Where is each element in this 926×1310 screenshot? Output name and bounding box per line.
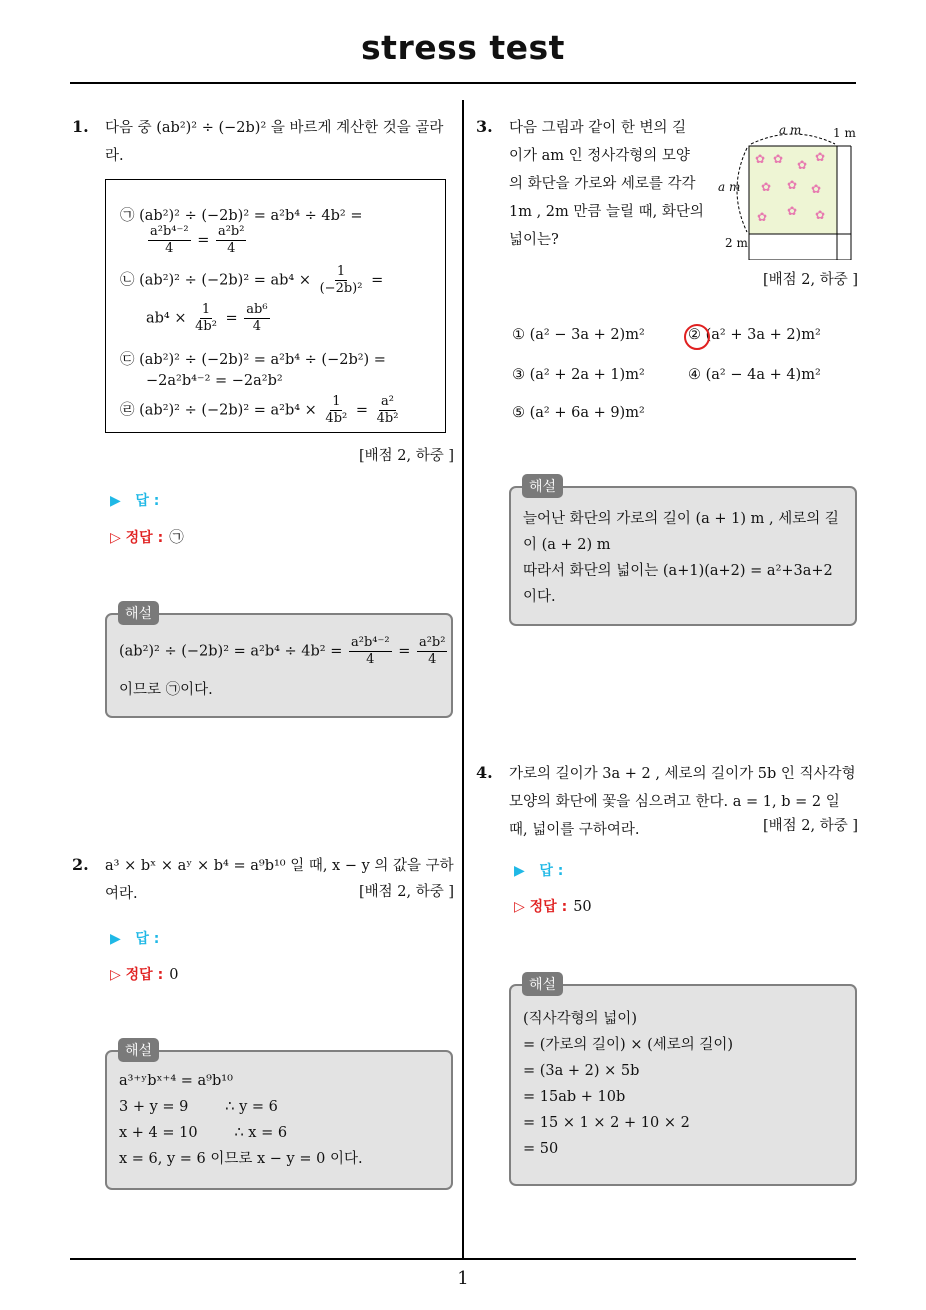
q1-explanation-line1: (ab²)² ÷ (−2b)² = a²b⁴ ÷ 4b² = $\frac{\text{a²b⁴⁻²}}{4}$ = $\frac{\text{a²b²}}{4}$ (119, 635, 446, 667)
q4-text-line: 가로의 길이가 3a + 2 , 세로의 길이가 5b 인 직사각형 (509, 766, 856, 782)
page-title: stress test (361, 28, 565, 67)
header-rule (70, 82, 856, 84)
q1-question (105, 114, 455, 170)
q3-explanation-tag: 해설 (522, 474, 563, 498)
explanation-line: x + 4 = 10 ∴ x = 6 (119, 1125, 288, 1141)
fraction: $\frac{1}{\text{4b²}}$ (195, 302, 217, 334)
q1-text-line: 다음 중 (ab²)² ÷ (−2b)² 을 바르게 계산한 것을 골라 (105, 120, 444, 136)
q1-meta: [배점 2, 하중 ] (358, 448, 454, 464)
explanation-line: 늘어난 화단의 가로의 길이 (a + 1) m , 세로의 길 (523, 511, 839, 527)
q3-meta: [배점 2, 하중 ] (762, 272, 858, 288)
fraction: $\frac{\text{a²b²}}{4}$ (217, 224, 245, 256)
q1-number: 1. (72, 117, 89, 136)
fraction: $\frac{1}{\text{(−2b)²}}$ (319, 264, 363, 296)
explanation-line: (직사각형의 넓이) (523, 1011, 637, 1027)
figure-bottom-label: 2 m (725, 236, 748, 250)
q2-text-line: 여라. (105, 886, 138, 902)
figure-top-label: a m (779, 123, 802, 137)
explanation-line: = (가로의 길이) × (세로의 길이) (523, 1037, 734, 1053)
flower-icon: ✿ (773, 152, 784, 166)
q2-explanation-tag: 해설 (118, 1038, 159, 1062)
flower-icon: ✿ (815, 150, 826, 164)
selected-mark-icon (684, 324, 710, 350)
q2-correct-row: ▷ 정답 : 0 (110, 967, 179, 983)
q2-number: 2. (72, 855, 89, 874)
flower-icon: ✿ (755, 152, 766, 166)
q3-text-line: 의 화단을 가로와 세로를 각각 (509, 176, 696, 192)
q2-answer-row[interactable]: ▶ 답 : (110, 931, 160, 947)
q1-explanation (105, 613, 453, 718)
q3-text-line: 1m , 2m 만큼 늘릴 때, 화단의 (509, 204, 704, 220)
triangle-outline-icon: ▷ (110, 530, 121, 546)
explanation-line: = 15ab + 10b (523, 1089, 626, 1105)
q3-garden-figure (715, 120, 860, 260)
q4-meta: [배점 2, 하중 ] (762, 818, 858, 834)
q1-explanation-line2: 이므로 ㉠이다. (119, 682, 213, 698)
explanation-line: 이다. (523, 589, 556, 605)
column-divider (462, 100, 464, 1258)
q3-text-line: 넓이는? (509, 232, 559, 248)
triangle-outline-icon: ▷ (514, 899, 525, 915)
q2-explanation-lines (119, 1068, 363, 1172)
q4-correct-row: ▷ 정답 : 50 (514, 899, 592, 915)
q3-choice-1[interactable]: ① (a² − 3a + 2)m² (512, 327, 645, 343)
q4-text-line: 때, 넓이를 구하여라. (509, 822, 640, 838)
q2-meta: [배점 2, 하중 ] (358, 884, 454, 900)
play-icon: ▶ (514, 863, 525, 879)
explanation-line: 3 + y = 9 ∴ y = 6 (119, 1099, 278, 1115)
explanation-line: x = 6, y = 6 이므로 x − y = 0 이다. (119, 1151, 363, 1167)
q4-answer-row[interactable]: ▶ 답 : (514, 863, 564, 879)
q4-explanation (509, 984, 857, 1186)
q2-explanation (105, 1050, 453, 1190)
q1-answer-row[interactable]: ▶ 답 : (110, 493, 160, 509)
q4-explanation-tag: 해설 (522, 972, 563, 996)
flower-icon: ✿ (787, 178, 798, 192)
fraction: $\frac{\text{a²}}{\text{4b²}}$ (376, 394, 399, 426)
fraction: $\frac{\text{ab⁶}}{4}$ (246, 302, 268, 334)
page-number: 1 (457, 1268, 469, 1289)
q1-option-b-line2: ab⁴ × $\frac{1}{\text{4b²}}$ = $\frac{\text{ab⁶}}{4}$ (146, 302, 268, 334)
q4-text-line: 모양의 화단에 꽃을 심으려고 한다. a = 1, b = 2 일 (509, 794, 840, 810)
q1-explanation-tag: 해설 (118, 601, 159, 625)
q1-option-d-line1: ㉣ (ab²)² ÷ (−2b)² = a²b⁴ × $\frac{1}{\text{4b²}}$ = $\frac{\text{a²}}{\text{4b²}}$ (120, 394, 399, 426)
flower-icon: ✿ (787, 204, 798, 218)
q3-choice-2[interactable]: ② (a² + 3a + 2)m² (688, 327, 821, 343)
play-icon: ▶ (110, 493, 121, 509)
flower-icon: ✿ (757, 210, 768, 224)
q4-explanation-lines (523, 1006, 733, 1162)
q1-option-c-line1: ㉢ (ab²)² ÷ (−2b)² = a²b⁴ ÷ (−2b²) = (120, 352, 386, 368)
figure-left-label: a m (718, 180, 741, 194)
fraction: $\frac{\text{a²b⁴⁻²}}{4}$ (351, 635, 390, 667)
q1-option-a-line1: ㉠ (ab²)² ÷ (−2b)² = a²b⁴ ÷ 4b² = (120, 208, 363, 224)
q1-option-c-line2: −2a²b⁴⁻² = −2a²b² (146, 373, 283, 389)
flower-icon: ✿ (761, 180, 772, 194)
figure-right-label: 1 m (833, 126, 856, 140)
q3-text-line: 다음 그림과 같이 한 변의 길 (509, 120, 687, 136)
fraction: $\frac{\text{a²b²}}{4}$ (418, 635, 446, 667)
q3-question (509, 114, 709, 254)
q3-text-line: 이가 am 인 정사각형의 모양 (509, 148, 690, 164)
explanation-line: 이 (a + 2) m (523, 537, 611, 553)
explanation-line: a³⁺ʸbˣ⁺⁴ = a⁹b¹⁰ (119, 1073, 233, 1089)
q1-options-box (105, 179, 446, 433)
flower-icon: ✿ (797, 158, 808, 172)
play-icon: ▶ (110, 931, 121, 947)
triangle-outline-icon: ▷ (110, 967, 121, 983)
q3-choice-3[interactable]: ③ (a² + 2a + 1)m² (512, 367, 645, 383)
q3-explanation-lines (523, 506, 839, 610)
q3-number: 3. (476, 117, 493, 136)
q3-choice-4[interactable]: ④ (a² − 4a + 4)m² (688, 367, 821, 383)
q1-text-line: 라. (105, 148, 124, 164)
q2-text-line: a³ × bˣ × aʸ × b⁴ = a⁹b¹⁰ 일 때, x − y 의 값을 구하 (105, 858, 454, 874)
q1-option-b-line1: ㉡ (ab²)² ÷ (−2b)² = ab⁴ × $\frac{1}{\text{(−2b)²}}$ = (120, 264, 384, 296)
q1-correct-row: ▷ 정답 : ㉠ (110, 530, 184, 546)
footer-rule (70, 1258, 856, 1260)
fraction: $\frac{1}{\text{4b²}}$ (325, 394, 348, 426)
flower-icon: ✿ (811, 182, 822, 196)
explanation-line: 따라서 화단의 넓이는 (a+1)(a+2) = a²+3a+2 (523, 563, 833, 579)
q1-option-a-line2: $\frac{\text{a²b⁴⁻²}}{4}$ = $\frac{\text{a²b²}}{4}$ (150, 224, 245, 256)
fraction: $\frac{\text{a²b⁴⁻²}}{4}$ (150, 224, 189, 256)
explanation-line: = (3a + 2) × 5b (523, 1063, 640, 1079)
q3-choice-5[interactable]: ⑤ (a² + 6a + 9)m² (512, 405, 645, 421)
q4-number: 4. (476, 763, 493, 782)
explanation-line: = 50 (523, 1141, 559, 1157)
q3-explanation (509, 486, 857, 626)
flower-icon: ✿ (815, 208, 826, 222)
explanation-line: = 15 × 1 × 2 + 10 × 2 (523, 1115, 690, 1131)
